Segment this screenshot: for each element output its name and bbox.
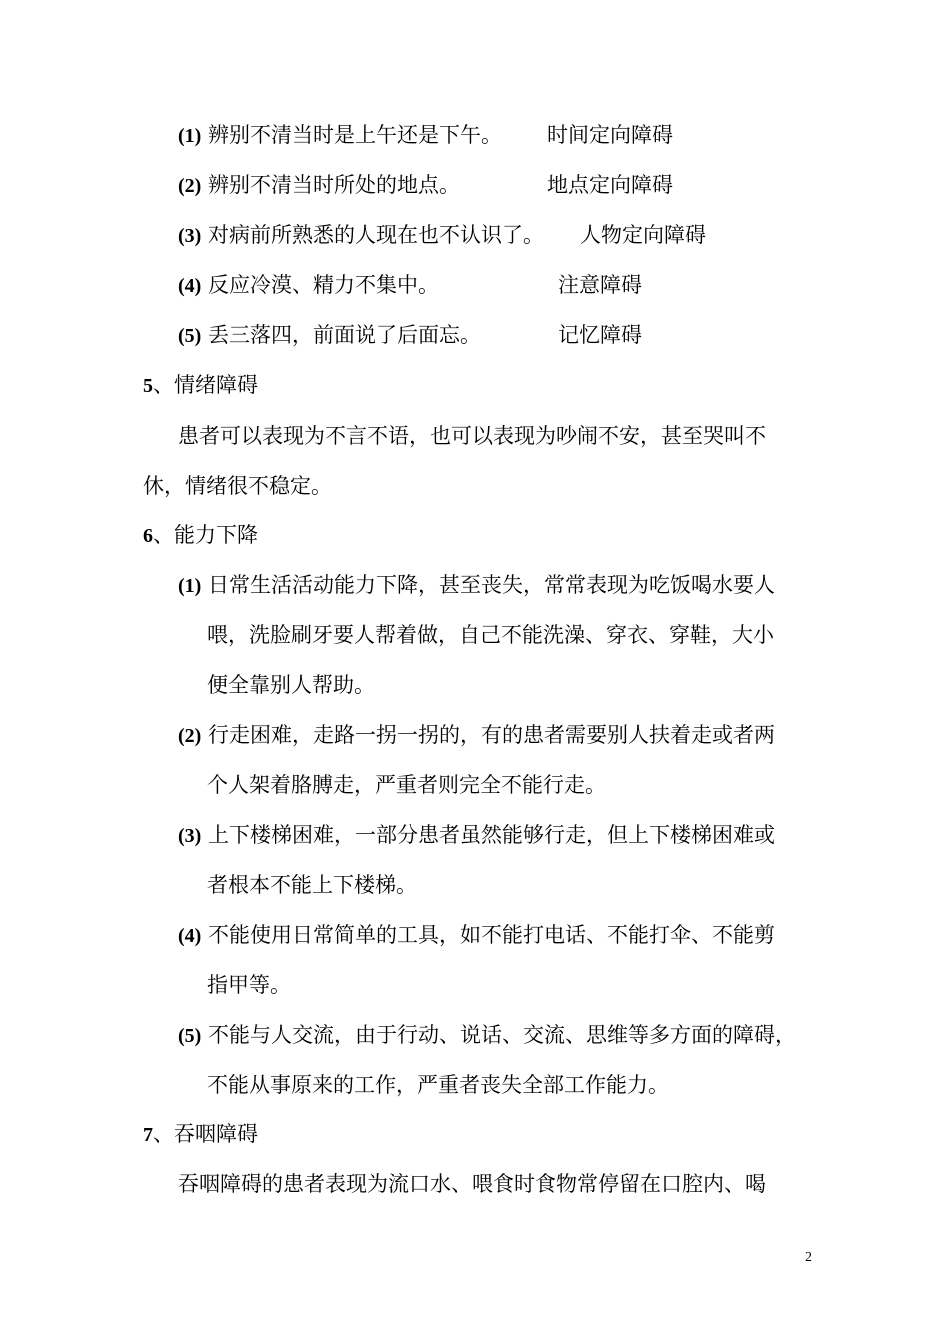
list-item: (3) 上下楼梯困难，一部分患者虽然能够行走，但上下楼梯困难或 (178, 823, 776, 847)
list-item: (4) 反应冷漠、精力不集中。 注意障碍 (178, 273, 642, 297)
page-number: 2 (805, 1250, 812, 1265)
list-item: (5) 不能与人交流，由于行动、说话、交流、思维等多方面的障碍， (178, 1023, 797, 1047)
list-item-continuation: 喂，洗脸刷牙要人帮着做，自己不能洗澡、穿衣、穿鞋，大小 (207, 623, 774, 647)
item-label: 时间定向障碍 (547, 123, 673, 147)
list-item: (4) 不能使用日常简单的工具，如不能打电话、不能打伞、不能剪 (178, 923, 776, 947)
list-item-continuation: 者根本不能上下楼梯。 (207, 873, 417, 897)
list-item: (3) 对病前所熟悉的人现在也不认识了。 人物定向障碍 (178, 223, 706, 247)
paragraph-line: 休，情绪很不稳定。 (143, 474, 332, 498)
list-item-continuation: 指甲等。 (207, 973, 291, 997)
section-heading: 5、情绪障碍 (143, 373, 258, 397)
section-heading: 6、能力下降 (143, 523, 258, 547)
list-item: (1) 辨别不清当时是上午还是下午。 时间定向障碍 (178, 123, 673, 147)
item-label: 记忆障碍 (558, 323, 642, 347)
list-item-continuation: 个人架着胳膊走，严重者则完全不能行走。 (207, 773, 606, 797)
list-item: (1) 日常生活活动能力下降，甚至丧失，常常表现为吃饭喝水要人 (178, 573, 776, 597)
list-item: (2) 行走困难，走路一拐一拐的，有的患者需要别人扶着走或者两 (178, 723, 776, 747)
list-item-continuation: 便全靠别人帮助。 (207, 673, 375, 697)
paragraph-line: 患者可以表现为不言不语，也可以表现为吵闹不安，甚至哭叫不 (178, 424, 766, 448)
section-heading: 7、吞咽障碍 (143, 1122, 258, 1146)
item-label: 注意障碍 (558, 273, 642, 297)
paragraph-line: 吞咽障碍的患者表现为流口水、喂食时食物常停留在口腔内、喝 (178, 1172, 766, 1196)
item-label: 地点定向障碍 (547, 173, 673, 197)
list-item-continuation: 不能从事原来的工作，严重者丧失全部工作能力。 (207, 1073, 669, 1097)
list-item: (5) 丢三落四，前面说了后面忘。 记忆障碍 (178, 323, 642, 347)
list-item: (2) 辨别不清当时所处的地点。 地点定向障碍 (178, 173, 673, 197)
item-label: 人物定向障碍 (580, 223, 706, 247)
